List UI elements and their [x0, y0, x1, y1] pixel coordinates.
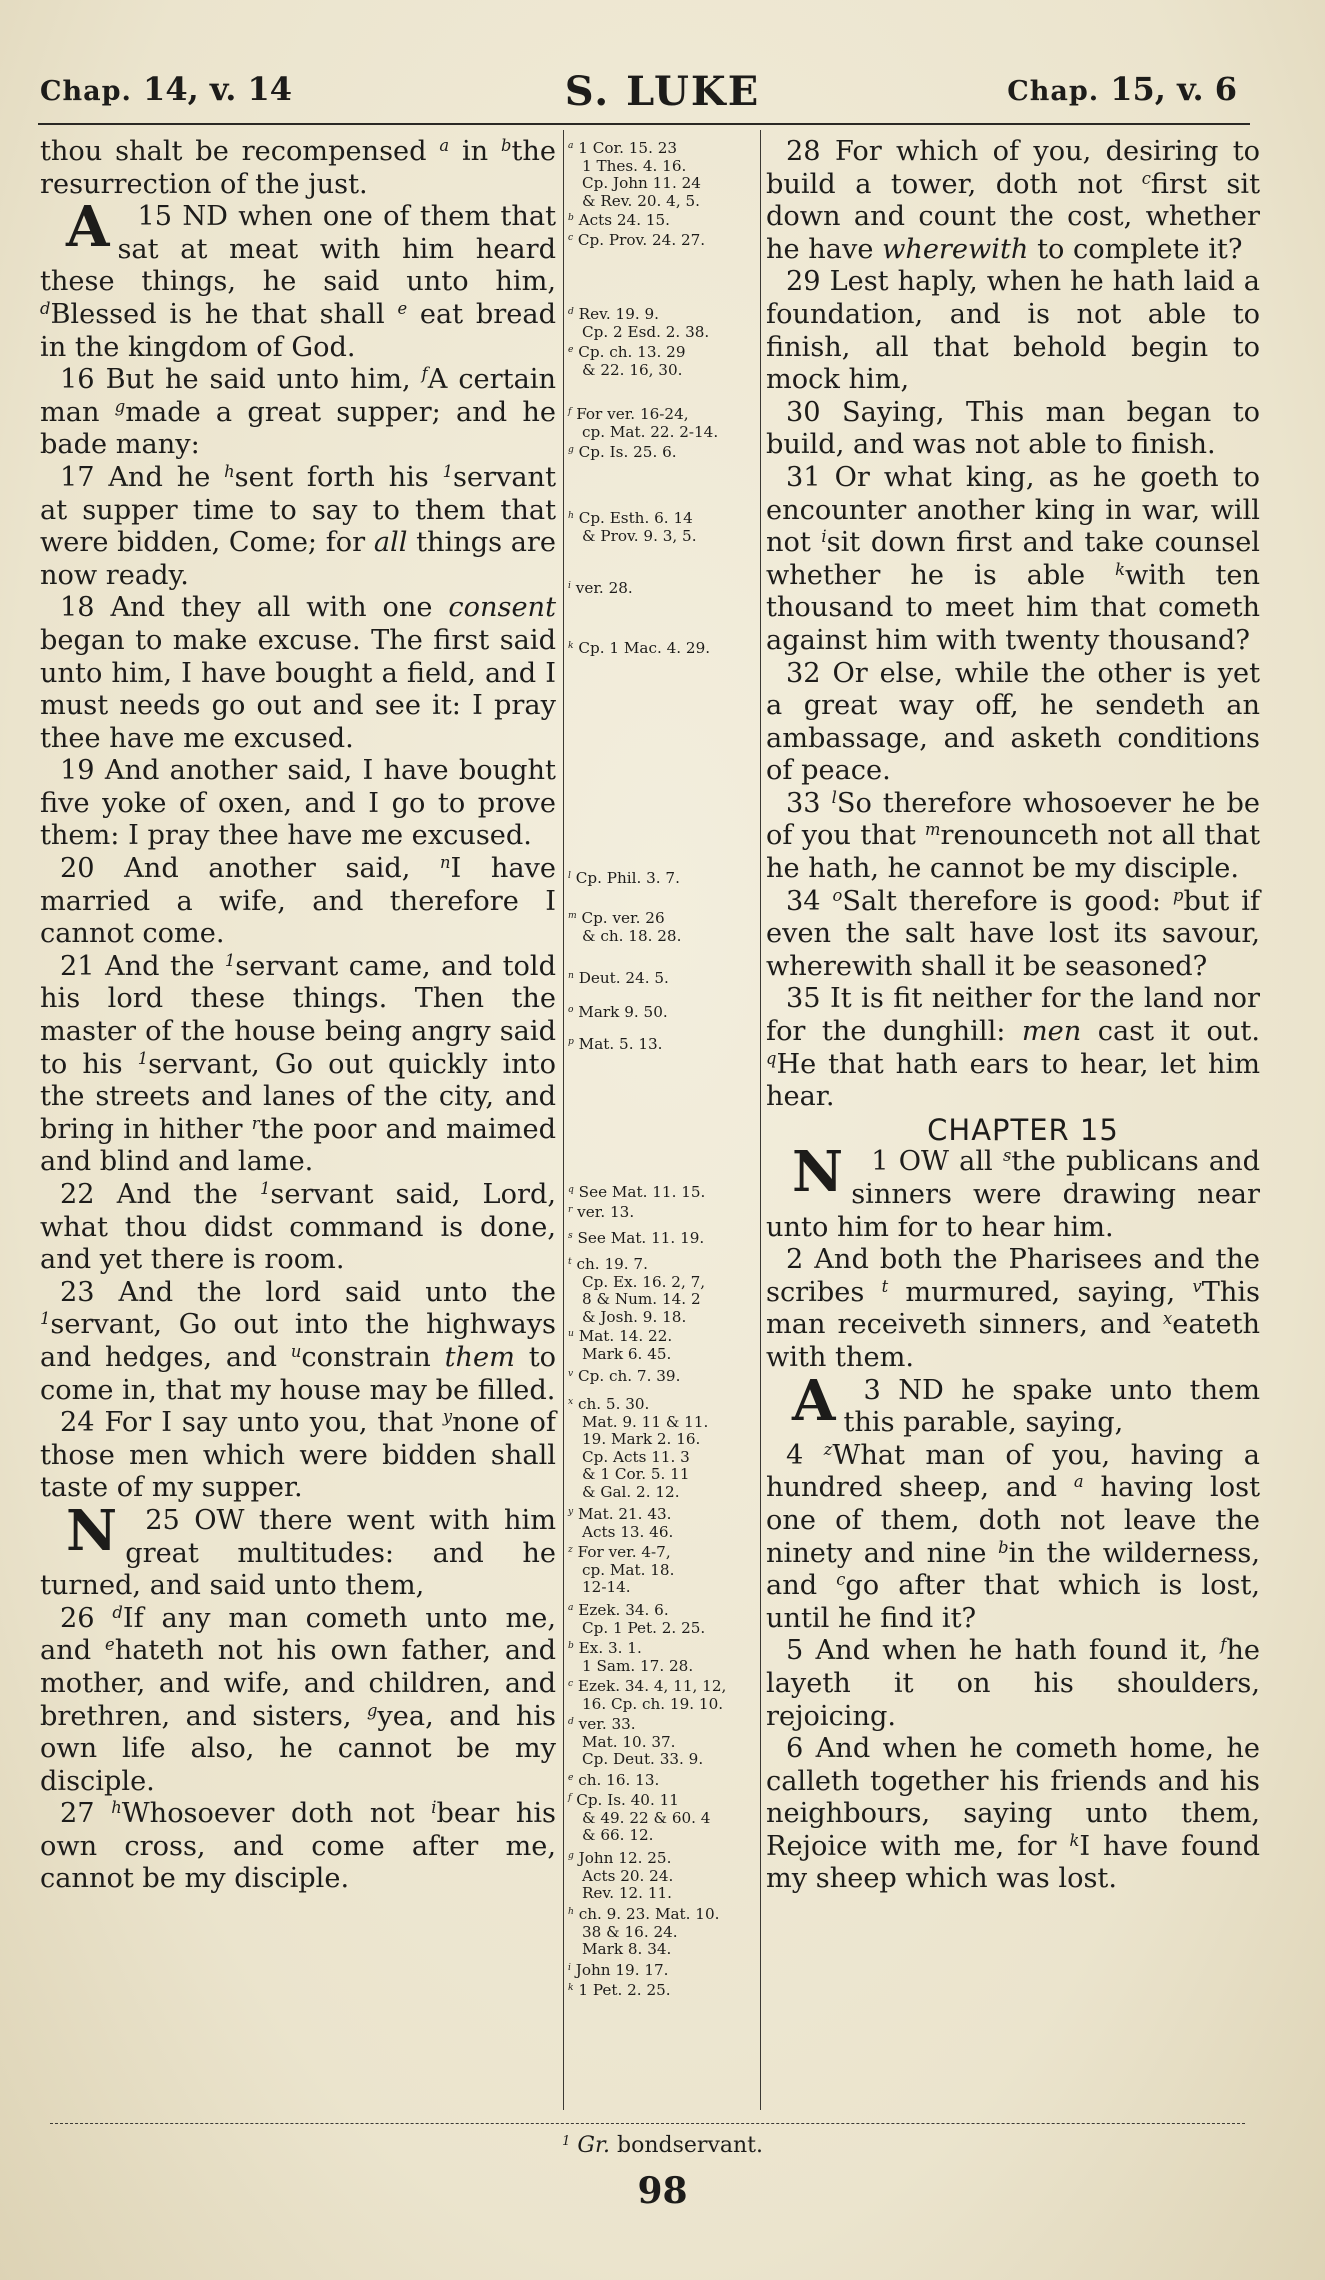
verse-19: 19 And another said, I have bought five yoke of oxen, and I go to prove them: I pray thee have me excused.: [40, 755, 556, 852]
text-column-left: [40, 136, 556, 1896]
text-column-right: [766, 136, 1260, 1896]
column-divider: [563, 130, 564, 2110]
verse-2: 2 And both the Pharisees and the scribes $^t$ murmured, saying, $^v$This man receiveth sinners, and $^x$eateth with them.: [766, 1244, 1260, 1373]
verse-34: 34 $^o$Salt therefore is good: $^p$but if even the salt have lost its savour, wherewith shall it be seasoned?: [766, 885, 1260, 982]
cross-reference: $^d$ Rev. 19. 9. Cp. 2 Esd. 2. 38.: [568, 305, 710, 341]
verse-30: 30 Saying, This man began to build, and was not able to finish.: [766, 396, 1260, 461]
footnote: $^1$ Gr. bondservant.: [561, 2133, 763, 2158]
cross-reference: $^i$ ver. 28.: [568, 579, 633, 597]
cross-reference: $^p$ Mat. 5. 13.: [568, 1035, 663, 1053]
verse-6: 6 And when he cometh home, he calleth together his friends and his neighbours, saying unto them, Rejoice with me, for $^k$I have found my sheep which was lost.: [766, 1733, 1260, 1895]
verse-4: 4 $^z$What man of you, having a hundred sheep, and $^a$ having lost one of them, doth not leave the ninety and nine $^b$in the wilderness, and $^c$go after that which is lost, until he find it?: [766, 1439, 1261, 1634]
cross-reference: $^r$ ver. 13.: [568, 1203, 635, 1221]
footnote-marker: 1: [561, 2133, 571, 2149]
cross-reference: $^b$ Acts 24. 15.: [568, 211, 671, 229]
verse-20: 20 And another said, $^n$I have married a wife, and therefore I cannot come.: [40, 853, 556, 950]
cross-reference: $^u$ Mat. 14. 22. Mark 6. 45.: [568, 1327, 673, 1363]
verse-3: 3 A ND he spake unto them this parable, saying,: [792, 1367, 1260, 1439]
chap-label: Chap.: [1007, 76, 1100, 107]
cross-reference: $^b$ Ex. 3. 1. 1 Sam. 17. 28.: [568, 1639, 694, 1675]
cross-reference: $^c$ Cp. Prov. 24. 27.: [568, 231, 706, 249]
chapter-verse-ref: 15, v. 6: [1110, 70, 1237, 108]
cross-reference: $^e$ Cp. ch. 13. 29 & 22. 16, 30.: [568, 343, 686, 379]
cross-reference: $^g$ Cp. Is. 25. 6.: [568, 443, 677, 461]
cross-reference: $^x$ ch. 5. 30. Mat. 9. 11 & 11. 19. Mark 2. 16. Cp. Acts 11. 3 & 1 Cor. 5. 11 & Gal. 2. 12.: [568, 1395, 709, 1501]
verse-26: 26 $^d$If any man cometh unto me, and $^e$hateth not his own father, and mother, and wife, and children, and brethren, and sisters, $^g$yea, and his own life also, he cannot be my disciple.: [40, 1602, 557, 1797]
verse-22: 22 And the $^1$servant said, Lord, what thou didst command is done, and yet there is room.: [40, 1179, 556, 1276]
cross-reference: $^s$ See Mat. 11. 19.: [568, 1229, 705, 1247]
verse-17: 17 And he $^h$sent forth his $^1$servant at supper time to say to them that were bidden, Come; for all things are now ready.: [40, 461, 557, 591]
cross-reference: $^a$ Ezek. 34. 6. Cp. 1 Pet. 2. 25.: [568, 1601, 706, 1637]
cross-reference: $^o$ Mark 9. 50.: [568, 1003, 668, 1021]
cross-reference: $^z$ For ver. 4-7, cp. Mat. 18. 12-14.: [568, 1543, 675, 1597]
cross-reference: $^g$ John 12. 25. Acts 20. 24. Rev. 12. 11.: [568, 1849, 674, 1903]
verse-18: 18 And they all with one consent began to make excuse. The first said unto him, I have bought a field, and I must needs go out and see it: I pray thee have me excused.: [40, 592, 556, 754]
verse-33: 33 $^l$So therefore whosoever he be of you that $^m$renounceth not all that he hath, he cannot be my disciple.: [766, 787, 1260, 885]
cross-reference: $^d$ ver. 33. Mat. 10. 37. Cp. Deut. 33. 9.: [568, 1715, 704, 1769]
chapter-heading: CHAPTER 15: [927, 1112, 1119, 1147]
cross-reference: $^q$ See Mat. 11. 15.: [568, 1183, 706, 1201]
cross-reference: $^y$ Mat. 21. 43. Acts 13. 46.: [568, 1505, 674, 1541]
cross-reference: $^k$ Cp. 1 Mac. 4. 29.: [568, 639, 711, 657]
verse-14-cont: thou shalt be recompensed $^a$ in $^b$the resurrection of the just.: [40, 136, 556, 200]
column-divider: [760, 130, 761, 2110]
verse-31: 31 Or what king, as he goeth to encounter another king in war, will not $^i$sit down first and take counsel whether he is able $^k$with ten thousand to meet him that cometh against him with twenty thousand?: [766, 461, 1261, 656]
verse-35: 35 It is fit neither for the land nor for the dunghill: men cast it out. $^q$He that hath ears to hear, let him hear.: [766, 983, 1261, 1113]
cross-reference: $^l$ Cp. Phil. 3. 7.: [568, 869, 680, 887]
cross-reference: $^h$ ch. 9. 23. Mat. 10. 38 & 16. 24. Mark 8. 34.: [568, 1905, 720, 1959]
cross-reference: $^t$ ch. 19. 7. Cp. Ex. 16. 2, 7, 8 & Num. 14. 2 & Josh. 9. 18.: [568, 1255, 706, 1326]
verse-27: 27 $^h$Whosoever doth not $^i$bear his own cross, and come after me, cannot be my disciple.: [40, 1798, 556, 1895]
cross-reference: $^c$ Ezek. 34. 4, 11, 12, 16. Cp. ch. 19. 10.: [568, 1677, 727, 1713]
verse-21: 21 And the $^1$servant came, and told his lord these things. Then the master of the house being angry said to his $^1$servant, Go out quickly into the streets and lanes of the city, and bring in hither $^r$the poor and maimed and blind and lame.: [40, 950, 556, 1178]
verse-28: 28 For which of you, desiring to build a tower, doth not $^c$first sit down and count the cost, whether he have wherewith to complete it?: [766, 136, 1260, 265]
cross-reference: $^m$ Cp. ver. 26 & ch. 18. 28.: [568, 909, 682, 945]
footer-rule: [50, 2123, 1245, 2124]
cross-reference: $^e$ ch. 16. 13.: [568, 1771, 660, 1789]
verse-23: 23 And the lord said unto the $^1$servant, Go out into the highways and hedges, and $^u$constrain them to come in, that my house may be filled.: [40, 1276, 557, 1406]
cross-reference: $^n$ Deut. 24. 5.: [568, 969, 669, 987]
running-head-right: [1007, 70, 1237, 108]
cross-reference: $^i$ John 19. 17.: [568, 1961, 669, 1979]
cross-reference: $^f$ Cp. Is. 40. 11 & 49. 22 & 60. 4 & 66. 12.: [568, 1791, 711, 1845]
verse-15: 15 A ND when one of them that sat at meat with him heard these things, he said unto him, $^d$Blessed is he that shall $^e$ eat bread in the kingdom of God.: [40, 194, 556, 363]
cross-reference: $^k$ 1 Pet. 2. 25.: [568, 1981, 671, 1999]
verse-29: 29 Lest haply, when he hath laid a foundation, and is not able to finish, all that behold begin to mock him,: [766, 266, 1260, 396]
cross-reference: $^v$ Cp. ch. 7. 39.: [568, 1367, 681, 1385]
verse-32: 32 Or else, while the other is yet a great way off, he sendeth an ambassage, and asketh conditions of peace.: [766, 657, 1260, 787]
verse-25: 25 N OW there went with him great multitudes: and he turned, and said unto them,: [40, 1497, 556, 1602]
cross-reference: $^h$ Cp. Esth. 6. 14 & Prov. 9. 3, 5.: [568, 509, 697, 545]
book-title: S. LUKE: [564, 68, 761, 115]
header-rule: [38, 123, 1250, 125]
cross-reference: $^a$ 1 Cor. 15. 23 1 Thes. 4. 16. Cp. John 11. 24 & Rev. 20. 4, 5.: [568, 139, 701, 210]
verse-16: 16 But he said unto him, $^f$A certain man $^g$made a great supper; and he bade many:: [40, 364, 556, 461]
footnote-text: bondservant.: [610, 2133, 763, 2158]
page-number: 98: [637, 2170, 688, 2212]
verse-1: 1 N OW all $^s$the publicans and sinners were drawing near unto him for to hear him.: [766, 1139, 1260, 1243]
verse-5: 5 And when he hath found it, $^f$he layeth it on his shoulders, rejoicing.: [766, 1635, 1260, 1732]
chapter-verse-ref: 14, v. 14: [143, 70, 293, 108]
verse-24: 24 For I say unto you, that $^y$none of those men which were bidden shall taste of my supper.: [40, 1407, 556, 1504]
cross-reference: $^f$ For ver. 16-24, cp. Mat. 22. 2-14.: [568, 405, 719, 441]
chap-label: Chap.: [40, 76, 132, 107]
